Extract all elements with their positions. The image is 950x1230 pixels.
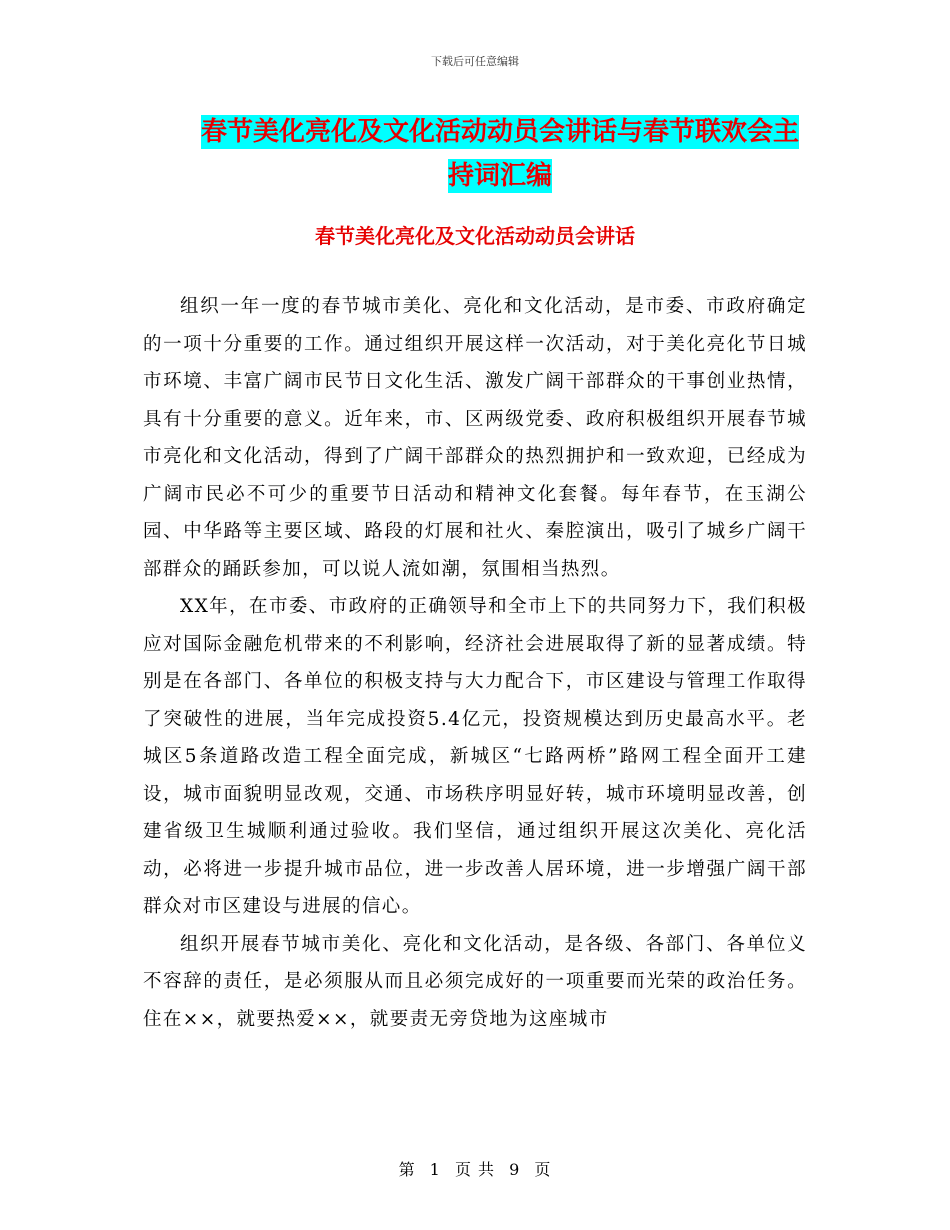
document-title-line-1: 春节美化亮化及文化活动动员会讲话与春节联欢会主 bbox=[200, 117, 799, 147]
paragraph-2: XX年，在市委、市政府的正确领导和全市上下的共同努力下，我们积极应对国际金融危机带来的不利影响，经济社会进展取得了新的显著成绩。特别是在各部门、各单位的积极支持与大力配合下，市区建设与管理工作取得了突破性的进展，当年完成投资5.4亿元，投资规模达到历史最高水平。老城区5条道路改造工程全面完成，新城区“七路两桥”路网工程全面开工建设，城市面貌明显改观，交通、市场秩序明显好转，城市环境明显改善，创建省级卫生城顺利通过验收。我们坚信，通过组织开展这次美化、亮化活动，必将进一步提升城市品位，进一步改善人居环境，进一步增强广阔干部群众对市区建设与进展的信心。 bbox=[143, 596, 807, 917]
body-text bbox=[143, 288, 807, 1038]
document-title-line-2: 持词汇编 bbox=[447, 161, 552, 191]
page-label-suffix: 页 bbox=[534, 1160, 552, 1179]
page-footer bbox=[0, 1157, 950, 1180]
page-label-mid: 页 共 bbox=[454, 1160, 496, 1179]
total-pages-number: 9 bbox=[509, 1160, 521, 1179]
paragraph-3: 组织开展春节城市美化、亮化和文化活动，是各级、各部门、各单位义不容辞的责任，是必须服从而且必须完成好的一项重要而光荣的政治任务。住在××，就要热爱××，就要责无旁贷地为这座城市 bbox=[143, 933, 807, 1030]
page-label-prefix: 第 bbox=[398, 1160, 416, 1179]
document-title bbox=[140, 110, 860, 198]
current-page-number: 1 bbox=[429, 1160, 441, 1179]
header-note: 下载后可任意编辑 bbox=[431, 55, 519, 68]
section-title: 春节美化亮化及文化活动动员会讲话 bbox=[315, 224, 635, 248]
paragraph-1: 组织一年一度的春节城市美化、亮化和文化活动，是市委、市政府确定的一项十分重要的工作。通过组织开展这样一次活动，对于美化亮化节日城市环境、丰富广阔市民节日文化生活、激发广阔干部群众的干事创业热情，具有十分重要的意义。近年来，市、区两级党委、政府积极组织开展春节城市亮化和文化活动，得到了广阔干部群众的热烈拥护和一致欢迎，已经成为广阔市民必不可少的重要节日活动和精神文化套餐。每年春节，在玉湖公园、中华路等主要区域、路段的灯展和社火、秦腔演出，吸引了城乡广阔干部群众的踊跃参加，可以说人流如潮，氛围相当热烈。 bbox=[143, 296, 807, 580]
